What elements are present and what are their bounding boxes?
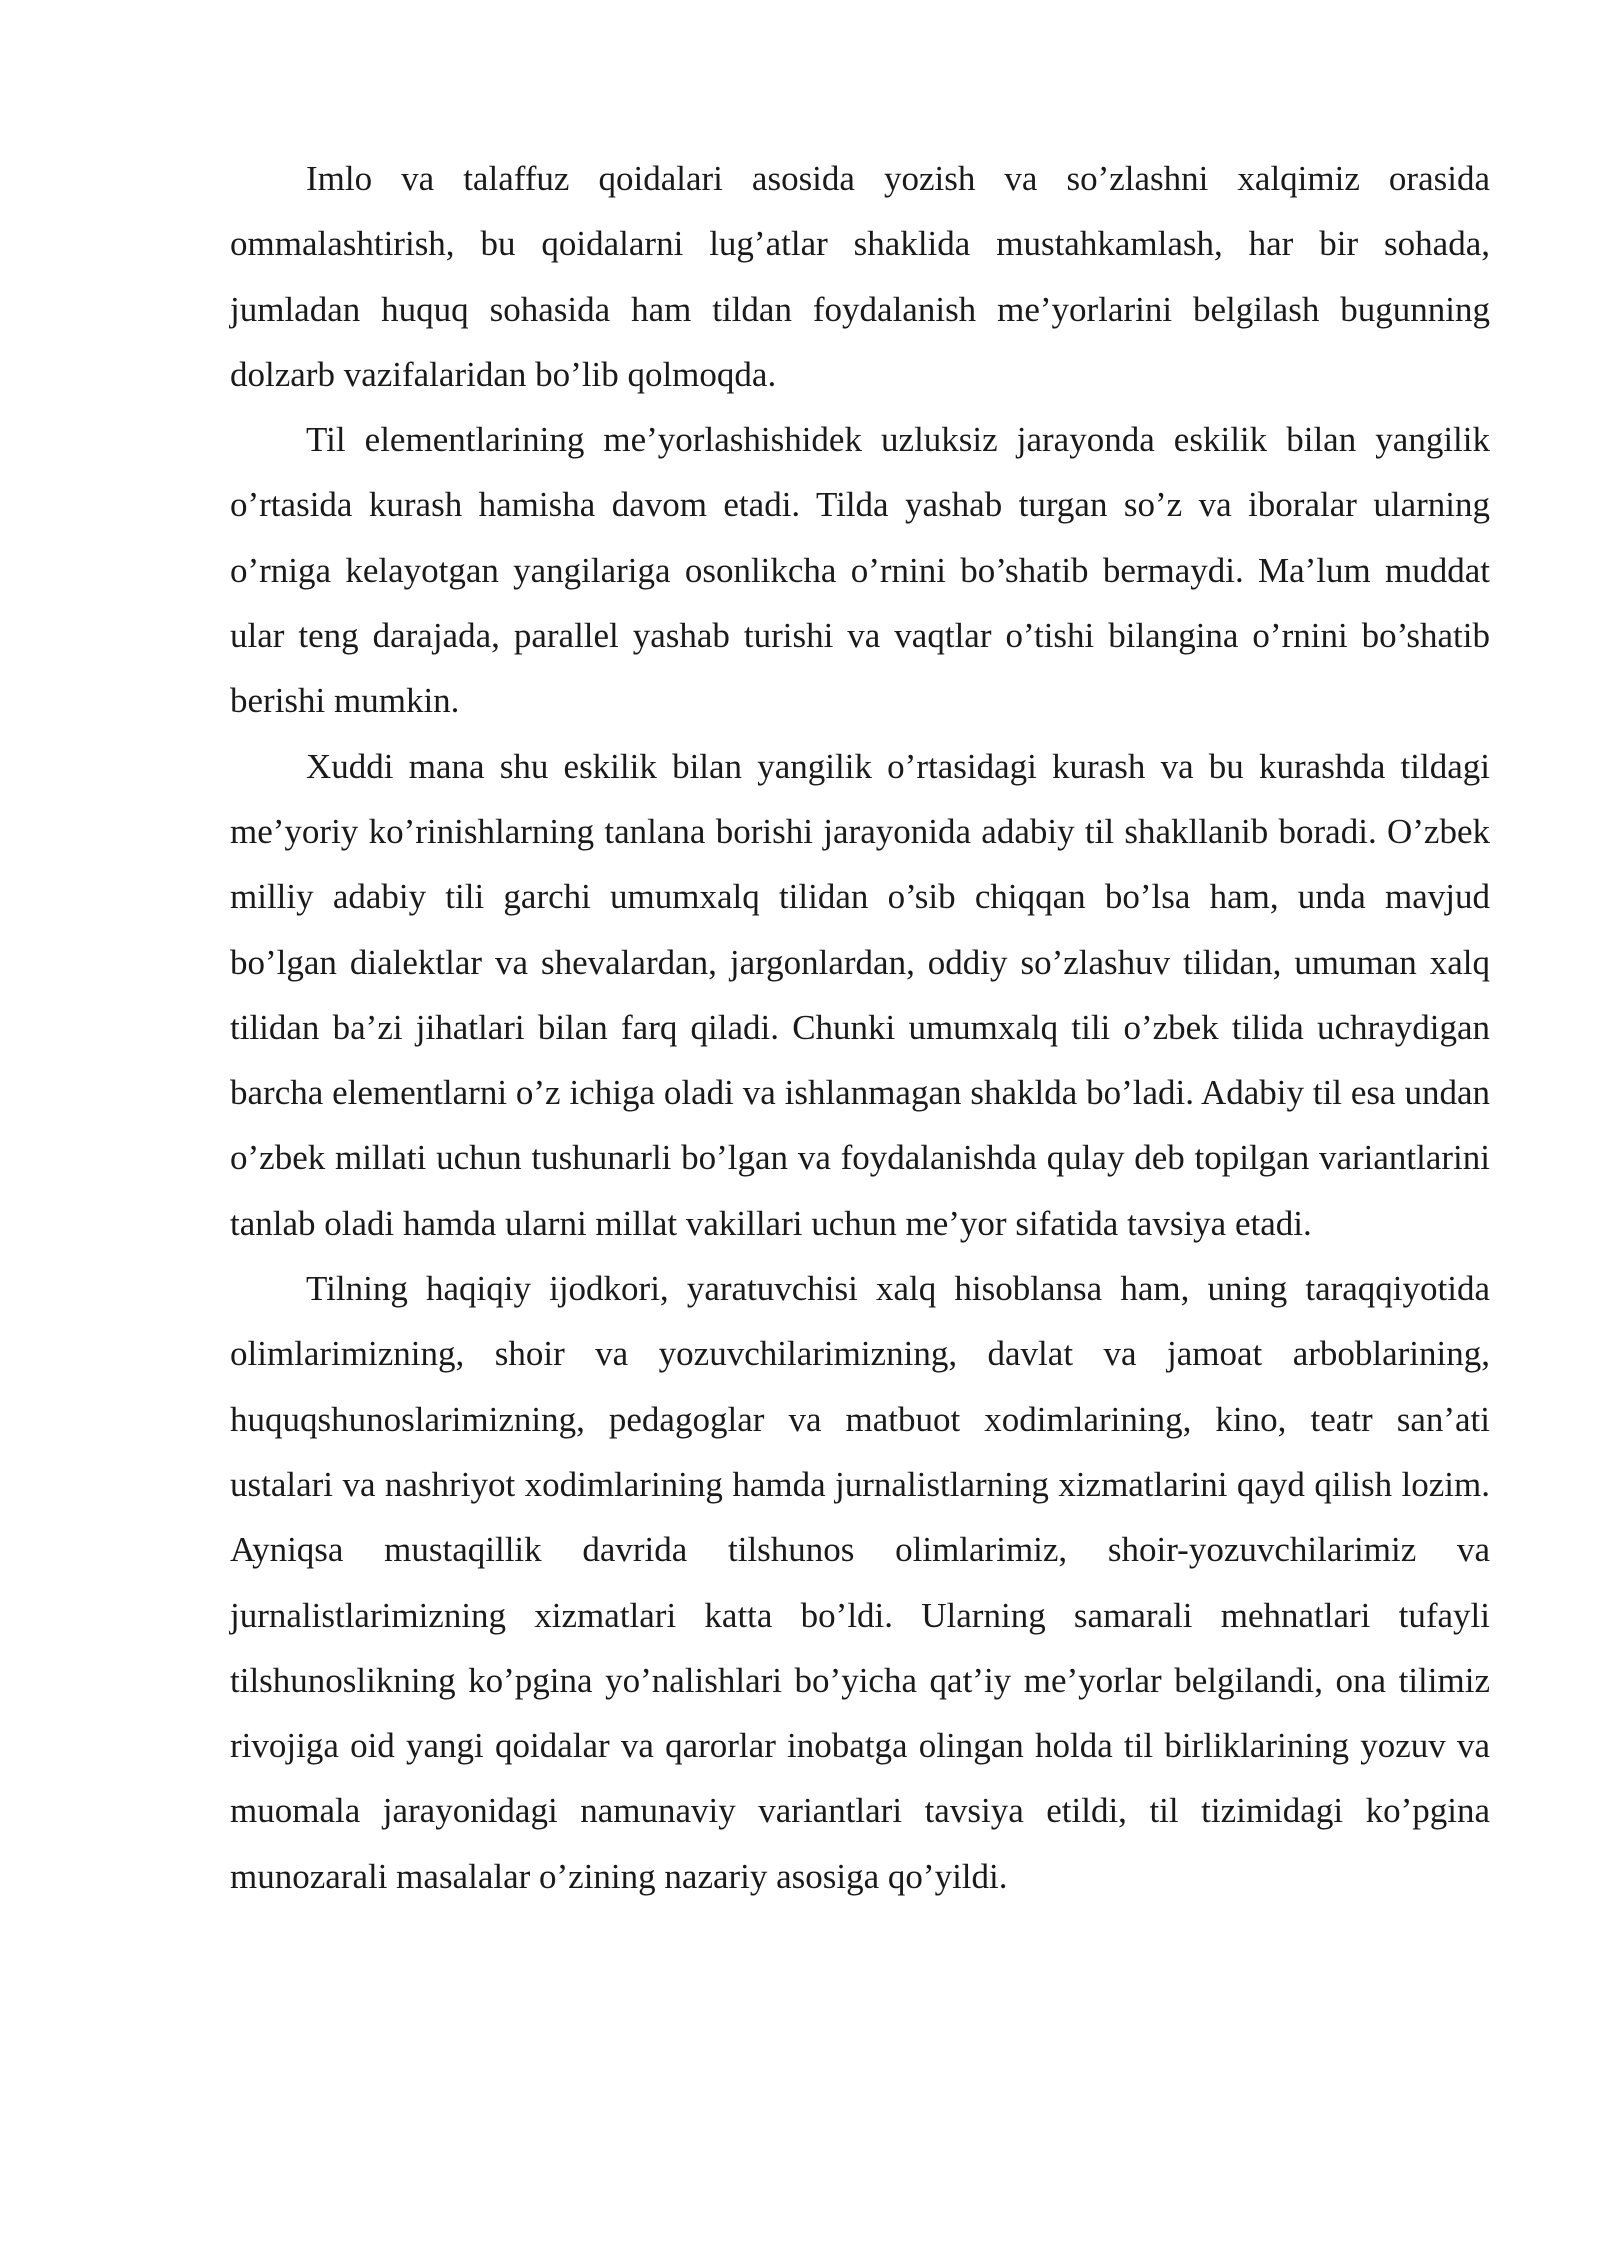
document-body <box>230 146 1490 1909</box>
paragraph-1: Imlo va talaffuz qoidalari asosida yozish va so’zlashni xalqimiz orasida ommalashtirish, bu qoidalarni lug’atlar shaklida mustahkamlash, har bir sohada, jumladan huquq sohasida ham tildan foydalanish me’yorlarini belgilash bugunning dolzarb vazifalaridan bo’lib qolmoqda. <box>230 159 1490 394</box>
paragraph-3: Xuddi mana shu eskilik bilan yangilik o’rtasidagi kurash va bu kurashda tildagi me’yoriy ko’rinishlarning tanlana borishi jarayonida adabiy til shakllanib boradi. O’zbek milliy adabiy tili garchi umumxalq tilidan o’sib chiqqan bo’lsa ham, unda mavjud bo’lgan dialektlar va shevalardan, jargonlardan, oddiy so’zlashuv tilidan, umuman xalq tilidan ba’zi jihatlari bilan farq qiladi. Chunki umumxalq tili o’zbek tilida uchraydigan barcha elementlarni o’z ichiga oladi va ishlanmagan shaklda bo’ladi. Adabiy til esa undan o’zbek millati uchun tushunarli bo’lgan va foydalanishda qulay deb topilgan variantlarini tanlab oladi hamda ularni millat vakillari uchun me’yor sifatida tavsiya etadi. <box>230 746 1490 1243</box>
paragraph-4: Tilning haqiqiy ijodkori, yaratuvchisi xalq hisoblansa ham, uning taraqqiyotida olimlarimizning, shoir va yozuvchilarimizning, davlat va jamoat arboblarining, huquqshunoslarimizning, pedagoglar va matbuot xodimlarining, kino, teatr san’ati ustalari va nashriyot xodimlarining hamda jurnalistlarning xizmatlarini qayd qilish lozim. Ayniqsa mustaqillik davrida tilshunos olimlarimiz, shoir-yozuvchilarimiz va jurnalistlarimizning xizmatlari katta bo’ldi. Ularning samarali mehnatlari tufayli tilshunoslikning ko’pgina yo’nalishlari bo’yicha qat’iy me’yorlar belgilandi, ona tilimiz rivojiga oid yangi qoidalar va qarorlar inobatga olingan holda til birliklarining yozuv va muomala jarayonidagi namunaviy variantlari tavsiya etildi, til tizimidagi ko’pgina munozarali masalalar o’zining nazariy asosiga qo’yildi. <box>230 1269 1490 1896</box>
paragraph-2: Til elementlarining me’yorlashishidek uzluksiz jarayonda eskilik bilan yangilik o’rtasida kurash hamisha davom etadi. Tilda yashab turgan so’z va iboralar ularning o’rniga kelayotgan yangilariga osonlikcha o’rnini bo’shatib bermaydi. Ma’lum muddat ular teng darajada, parallel yashab turishi va vaqtlar o’tishi bilangina o’rnini bo’shatib berishi mumkin. <box>230 420 1490 721</box>
